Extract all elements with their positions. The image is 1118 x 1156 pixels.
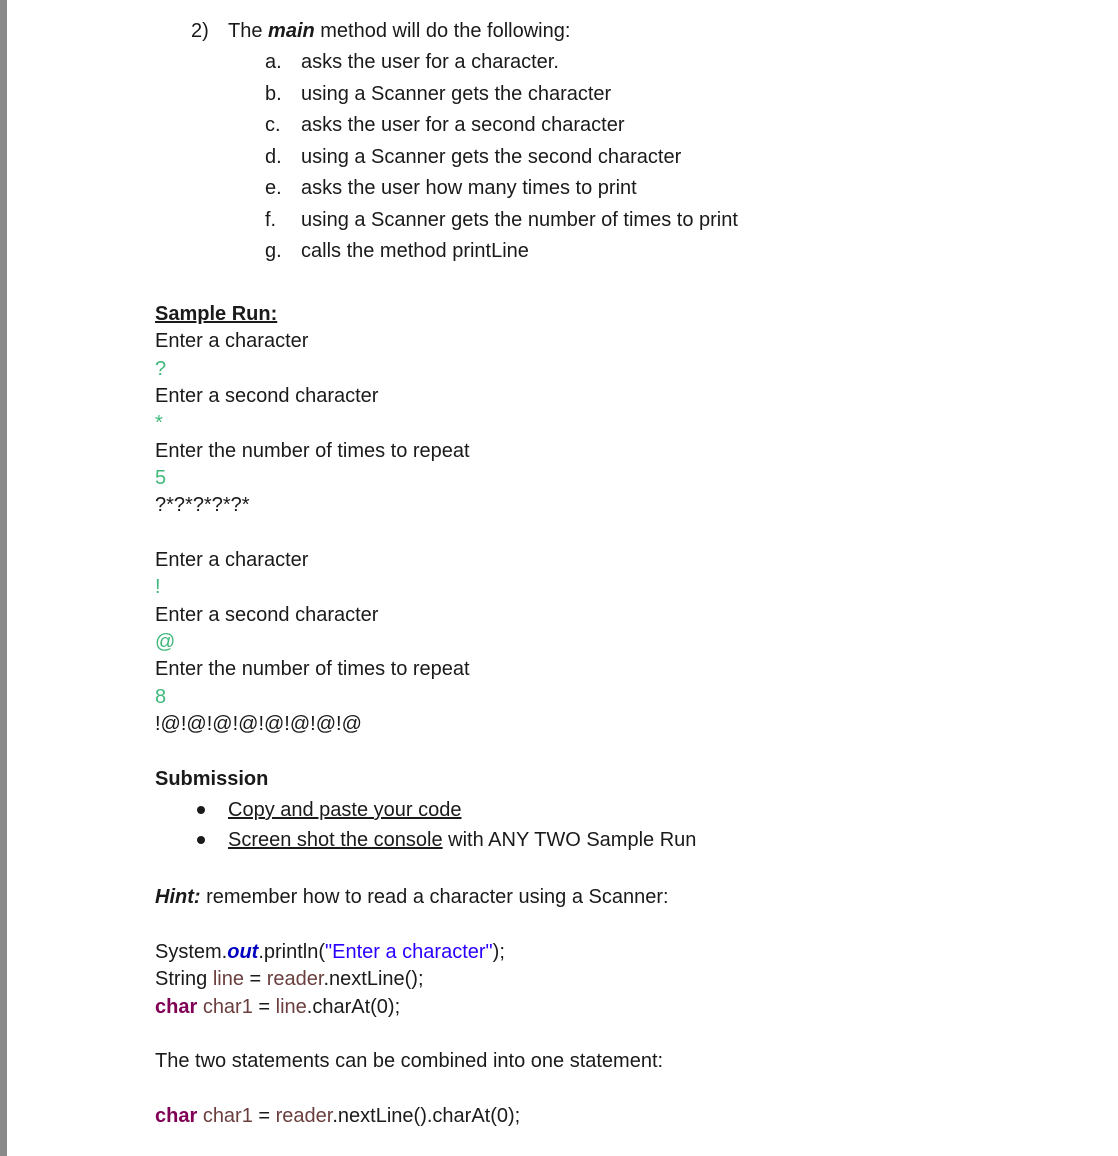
bullet-dot: [197, 806, 205, 814]
step-text: calls the method printLine: [301, 240, 529, 262]
step-letter: d.: [265, 146, 282, 168]
step-text: using a Scanner gets the character: [301, 83, 612, 105]
run1-prompt-repeat: Enter the number of times to repeat: [155, 440, 470, 462]
step-text: using a Scanner gets the number of times to print: [301, 209, 738, 231]
run2-input-repeat: 8: [155, 686, 167, 708]
run1-input-repeat: 5: [155, 467, 167, 489]
combined-statement-text: The two statements can be combined into one statement:: [155, 1050, 664, 1072]
run2-prompt-repeat: Enter the number of times to repeat: [155, 658, 470, 680]
run1-prompt-second: Enter a second character: [155, 385, 379, 407]
step-text: using a Scanner gets the second character: [301, 146, 682, 168]
screenshot-console-item: Screen shot the console with ANY TWO Sample Run: [228, 829, 697, 851]
run1-input-character: ?: [155, 358, 167, 380]
submission-heading: Submission: [155, 768, 269, 790]
bullet-dot: [197, 836, 205, 844]
run1-prompt-character: Enter a character: [155, 330, 309, 352]
step-letter: b.: [265, 83, 282, 105]
run2-prompt-second: Enter a second character: [155, 604, 379, 626]
task-intro: The main method will do the following:: [228, 20, 571, 42]
run2-prompt-character: Enter a character: [155, 549, 309, 571]
code-line-println: System.out.println("Enter a character");: [155, 941, 505, 963]
run2-input-character: !: [155, 576, 161, 598]
hint-line: Hint: remember how to read a character using a Scanner:: [155, 886, 669, 908]
step-text: asks the user for a character.: [301, 51, 559, 73]
step-letter: g.: [265, 240, 282, 262]
code-line-readline: String line = reader.nextLine();: [155, 968, 424, 990]
step-letter: e.: [265, 177, 282, 199]
step-letter: c.: [265, 114, 281, 136]
code-line-charat: char char1 = line.charAt(0);: [155, 996, 401, 1018]
step-letter: f.: [265, 209, 277, 231]
step-text: asks the user for a second character: [301, 114, 625, 136]
run1-output: ?*?*?*?*?*: [155, 494, 250, 516]
task-number: 2): [191, 20, 209, 42]
step-text: asks the user how many times to print: [301, 177, 637, 199]
sample-run-heading: Sample Run:: [155, 303, 278, 325]
screenshot-console-link[interactable]: Screen shot the console: [228, 829, 443, 851]
copy-paste-code-link[interactable]: Copy and paste your code: [228, 799, 462, 821]
run2-input-second: @: [155, 631, 176, 653]
code-line-combined: char char1 = reader.nextLine().charAt(0);: [155, 1105, 521, 1127]
step-letter: a.: [265, 51, 282, 73]
run1-input-second: *: [155, 412, 163, 434]
run2-output: !@!@!@!@!@!@!@!@: [155, 713, 362, 735]
